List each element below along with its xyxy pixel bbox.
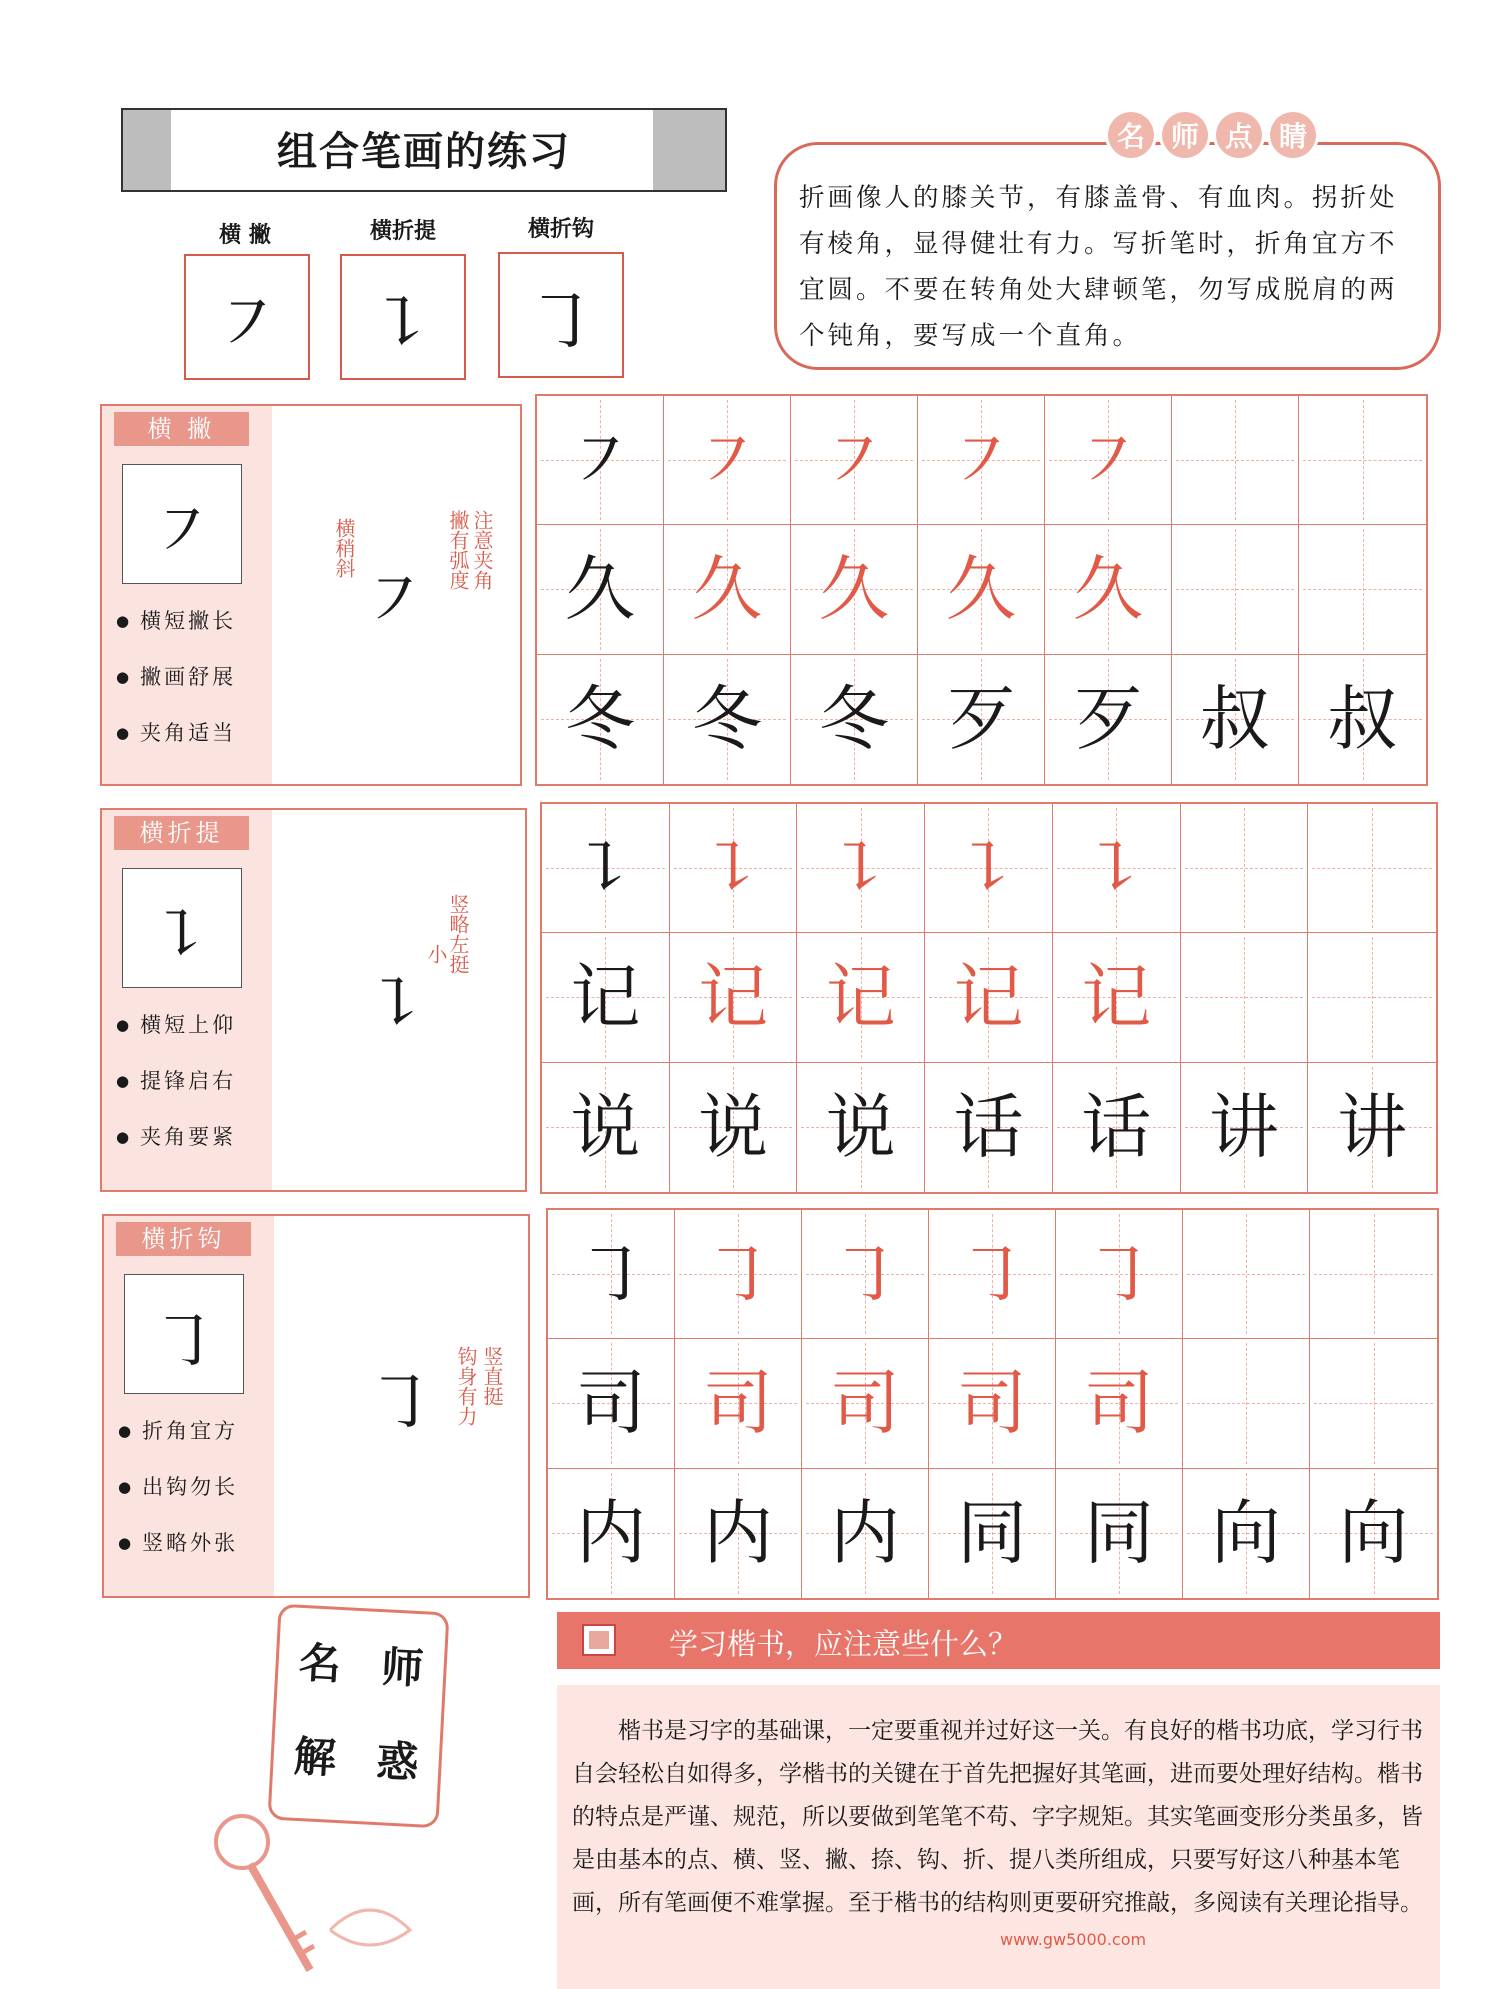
example-char: 冬 — [692, 678, 762, 761]
qa-square-icon — [582, 1624, 616, 1656]
demo-label-heng-pie: 横 撇 — [219, 223, 271, 248]
trace-char: ㇆ — [703, 1233, 773, 1316]
grid-cell — [670, 1063, 798, 1192]
tips-text: 折画像人的膝关节，有膝盖骨、有血肉。拐折处有棱角，显得健壮有力。写折笔时，折角宜方不宜圆。不要在转角处大肆顿笔，勿写成脱肩的两个钝角，要写成一个直角。 — [799, 183, 1398, 351]
grid-cell — [548, 1469, 675, 1598]
grid-cell-empty — [1299, 396, 1426, 525]
trace-char: 记 — [1081, 956, 1152, 1039]
grid-cell — [1045, 396, 1172, 525]
qa-card-char: 师 — [380, 1642, 425, 1694]
model-char: ㇊ — [570, 827, 641, 910]
panel-stroke-box — [122, 868, 242, 988]
grid-cell — [542, 933, 670, 1062]
practice-grid-heng-zhe-ti — [540, 802, 1438, 1194]
grid-cell — [791, 396, 918, 525]
trace-char: ㇆ — [1084, 1233, 1154, 1316]
demo-box-heng-pie — [184, 254, 310, 380]
tips-badge: 名 — [1108, 112, 1154, 158]
grid-cell — [918, 396, 1045, 525]
grid-cell — [664, 525, 791, 654]
panel-points — [116, 1010, 236, 1178]
grid-cell — [537, 396, 664, 525]
example-char: 叔 — [1200, 678, 1270, 761]
grid-cell — [797, 933, 925, 1062]
panel-points — [116, 606, 236, 774]
trace-char: 记 — [825, 956, 896, 1039]
grid-cell-empty — [1181, 804, 1309, 933]
practice-grid-heng-zhe-gou — [546, 1208, 1439, 1600]
grid-cell-empty — [1299, 525, 1426, 654]
grid-cell — [929, 1339, 1056, 1468]
trace-char: ㇇ — [692, 419, 762, 502]
trace-char: ㇆ — [957, 1233, 1027, 1316]
grid-cell — [542, 1063, 670, 1192]
panel-point: ● 折角宜方 — [118, 1416, 238, 1472]
demo-glyph: ㇇ — [212, 281, 282, 364]
practice-grid-heng-pie — [535, 394, 1428, 786]
model-char: 冬 — [565, 678, 635, 761]
panel-note: 竖直挺 — [480, 1346, 504, 1406]
tips-badge: 点 — [1216, 112, 1262, 158]
model-char: 司 — [576, 1362, 646, 1445]
grid-cell — [664, 396, 791, 525]
panel-note: 竖略左挺 — [446, 894, 470, 974]
grid-cell — [670, 933, 798, 1062]
grid-cell — [542, 804, 670, 933]
grid-cell — [791, 655, 918, 784]
trace-char: 久 — [1073, 548, 1143, 631]
example-char: 同 — [1084, 1492, 1154, 1575]
panel-big-stroke: ㇆ — [366, 1363, 435, 1442]
grid-cell — [802, 1469, 929, 1598]
grid-cell — [1299, 655, 1426, 784]
example-char: 向 — [1338, 1492, 1409, 1575]
grid-cell — [1053, 933, 1181, 1062]
stroke-panel-heng-zhe-ti — [100, 808, 527, 1192]
model-char: 久 — [565, 548, 635, 631]
qa-body — [557, 1685, 1440, 1989]
qa-header-title: 学习楷书，应注意些什么？ — [669, 1627, 1018, 1661]
example-char: 歹 — [1073, 678, 1143, 761]
panel-note: 横稍斜 — [332, 518, 356, 578]
grid-cell — [929, 1210, 1056, 1339]
panel-point: ● 夹角适当 — [116, 718, 236, 774]
trace-char: 久 — [819, 548, 889, 631]
grid-cell — [1056, 1339, 1183, 1468]
trace-char: ㇇ — [1073, 419, 1143, 502]
stroke-panel-heng-pie — [100, 404, 522, 786]
panel-note: 钩身有力 — [454, 1346, 478, 1426]
qa-body-text: 楷书是习字的基础课，一定要重视并过好这一关。有良好的楷书功底，学习行书自会轻松自如得多，学楷书的关键在于首先把握好其笔画，进而要处理好结构。楷书的特点是严谨、规范，所以要做到笔笔不苟、字字规矩。其实笔画变形分类虽多，皆是由基本的点、横、竖、撇、捺、钩、折、提八类所组成，只要写好这八种基本笔画，所有笔画便不难掌握。至于楷书的结构则更要研究推敲，多阅读有关理论指导。 — [572, 1718, 1423, 1916]
panel-tag: 横折提 — [114, 816, 249, 850]
grid-cell — [1056, 1469, 1183, 1598]
page-title-banner — [121, 108, 727, 192]
grid-cell — [670, 804, 798, 933]
example-char: 叔 — [1327, 678, 1398, 761]
grid-cell — [1181, 1063, 1309, 1192]
demo-label-heng-zhe-gou: 横折钩 — [527, 217, 594, 242]
example-char: 话 — [953, 1086, 1024, 1169]
panel-big-stroke: ㇇ — [360, 561, 429, 640]
grid-cell — [537, 655, 664, 784]
qa-card-char: 名 — [297, 1637, 343, 1689]
grid-cell — [1310, 1469, 1437, 1598]
example-char: 讲 — [1208, 1086, 1279, 1169]
trace-char: ㇊ — [1081, 827, 1152, 910]
demo-glyph: ㇊ — [368, 281, 438, 364]
trace-char: ㇊ — [953, 827, 1024, 910]
grid-cell — [1172, 655, 1299, 784]
grid-cell-empty — [1172, 525, 1299, 654]
panel-stroke-glyph: ㇇ — [149, 491, 215, 569]
grid-cell — [1053, 1063, 1181, 1192]
panel-stroke-box — [124, 1274, 244, 1394]
model-char: 说 — [570, 1086, 641, 1169]
tips-box — [774, 142, 1441, 370]
grid-cell — [925, 804, 1053, 933]
tips-badge: 睛 — [1270, 112, 1316, 158]
example-char: 说 — [698, 1086, 769, 1169]
panel-stroke-box — [122, 464, 242, 584]
model-char: ㇇ — [565, 419, 635, 502]
grid-cell — [548, 1210, 675, 1339]
tips-badges — [1108, 112, 1316, 158]
watermark: www.gw5000.com — [1000, 1930, 1147, 1949]
grid-cell — [797, 1063, 925, 1192]
model-char: ㇆ — [576, 1233, 646, 1316]
trace-char: 司 — [957, 1362, 1027, 1445]
trace-char: ㇇ — [819, 419, 889, 502]
qa-card-char: 解 — [292, 1731, 338, 1783]
qa-header — [557, 1612, 1440, 1669]
key-decoration-icon — [180, 1780, 440, 1980]
example-char: 话 — [1081, 1086, 1152, 1169]
stroke-panel-heng-zhe-gou — [102, 1214, 530, 1598]
grid-cell — [1183, 1469, 1310, 1598]
trace-char: ㇆ — [830, 1233, 900, 1316]
panel-note: 小 — [424, 944, 448, 964]
example-char: 冬 — [819, 678, 889, 761]
demo-box-heng-zhe-ti — [340, 254, 466, 380]
panel-big-stroke: ㇊ — [364, 965, 433, 1044]
example-char: 向 — [1211, 1492, 1281, 1575]
panel-point: ● 横短上仰 — [116, 1010, 236, 1066]
grid-cell — [1045, 525, 1172, 654]
grid-cell — [802, 1210, 929, 1339]
grid-cell-empty — [1310, 1210, 1437, 1339]
panel-stroke-glyph: ㇆ — [151, 1301, 217, 1379]
demo-box-heng-zhe-gou — [498, 252, 624, 378]
panel-point: ● 横短撇长 — [116, 606, 236, 662]
grid-cell — [1045, 655, 1172, 784]
panel-note: 撇有弧度 — [446, 510, 470, 590]
trace-char: 久 — [946, 548, 1016, 631]
grid-cell-empty — [1183, 1210, 1310, 1339]
trace-char: 司 — [703, 1362, 773, 1445]
grid-cell — [548, 1339, 675, 1468]
trace-char: 记 — [953, 956, 1024, 1039]
panel-points — [118, 1416, 238, 1584]
demo-label-heng-zhe-ti: 横折提 — [369, 219, 436, 244]
grid-cell — [918, 525, 1045, 654]
example-char: 讲 — [1337, 1086, 1408, 1169]
example-char: 说 — [825, 1086, 896, 1169]
trace-char: ㇊ — [698, 827, 769, 910]
grid-cell — [1056, 1210, 1183, 1339]
panel-stroke-glyph: ㇊ — [149, 895, 215, 973]
trace-char: ㇊ — [825, 827, 896, 910]
grid-cell — [537, 525, 664, 654]
model-char: 内 — [576, 1492, 646, 1575]
grid-cell-empty — [1308, 933, 1436, 1062]
example-char: 歹 — [946, 678, 1016, 761]
example-char: 同 — [957, 1492, 1027, 1575]
trace-char: 司 — [1084, 1362, 1154, 1445]
grid-cell-empty — [1183, 1339, 1310, 1468]
panel-point: ● 竖略外张 — [118, 1528, 238, 1584]
demo-glyph: ㇆ — [526, 279, 596, 362]
grid-cell — [1053, 804, 1181, 933]
grid-cell — [802, 1339, 929, 1468]
grid-cell — [675, 1339, 802, 1468]
grid-cell — [791, 525, 918, 654]
panel-point: ● 提锋启右 — [116, 1066, 236, 1122]
grid-cell — [925, 1063, 1053, 1192]
grid-cell — [925, 933, 1053, 1062]
tips-badge: 师 — [1162, 112, 1208, 158]
grid-cell — [929, 1469, 1056, 1598]
grid-cell-empty — [1310, 1339, 1437, 1468]
trace-char: 司 — [830, 1362, 900, 1445]
page-title: 组合笔画的练习 — [277, 129, 571, 175]
panel-point: ● 出钩勿长 — [118, 1472, 238, 1528]
panel-note: 注意夹角 — [470, 510, 494, 590]
grid-cell — [664, 655, 791, 784]
panel-tag: 横折钩 — [116, 1222, 251, 1256]
example-char: 内 — [703, 1492, 773, 1575]
grid-cell-empty — [1172, 396, 1299, 525]
panel-point: ● 夹角要紧 — [116, 1122, 236, 1178]
trace-char: ㇇ — [946, 419, 1016, 502]
grid-cell — [675, 1210, 802, 1339]
grid-cell — [675, 1469, 802, 1598]
grid-cell-empty — [1308, 804, 1436, 933]
qa-card-char: 惑 — [375, 1736, 420, 1788]
panel-point: ● 撇画舒展 — [116, 662, 236, 718]
grid-cell-empty — [1181, 933, 1309, 1062]
panel-tag: 横 撇 — [114, 412, 249, 446]
grid-cell — [918, 655, 1045, 784]
trace-char: 久 — [692, 548, 762, 631]
example-char: 内 — [830, 1492, 900, 1575]
model-char: 记 — [570, 956, 641, 1039]
trace-char: 记 — [698, 956, 769, 1039]
grid-cell — [1308, 1063, 1436, 1192]
grid-cell — [797, 804, 925, 933]
